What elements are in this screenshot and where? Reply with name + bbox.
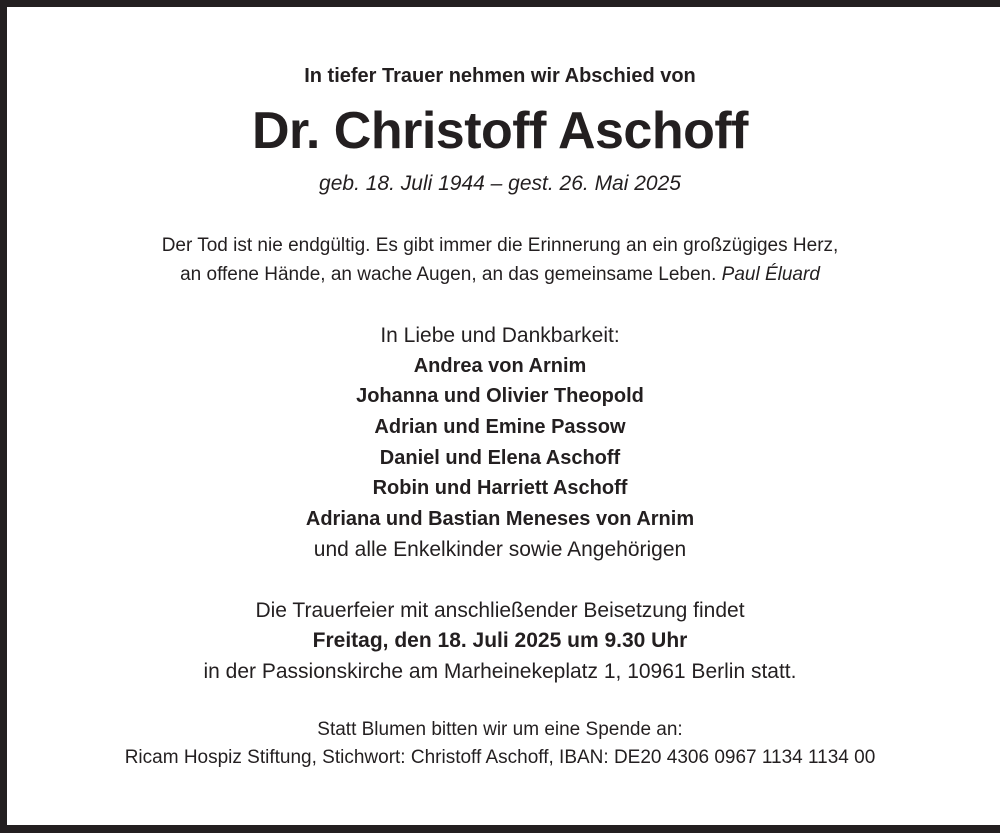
mourner-name: Andrea von Arnim — [413, 355, 587, 377]
mourners-closing: und alle Enkelkinder sowie Angehörigen — [313, 538, 687, 561]
service-datetime: Freitag, den 18. Juli 2025 um 9.30 Uhr — [312, 629, 688, 652]
quote-line-2 — [0, 260, 1000, 290]
mourner-name: Robin und Harriett Aschoff — [372, 477, 628, 499]
mourner-name: Johanna und Olivier Theopold — [356, 385, 644, 407]
service-line-1: Die Trauerfeier mit anschließender Beisetzung findet — [255, 599, 745, 622]
service-location: in der Passionskirche am Marheinekeplatz 1, 10961 Berlin statt. — [203, 660, 797, 683]
mourner-name: Adriana und Bastian Meneses von Arnim — [305, 508, 695, 530]
mourner-name: Adrian und Emine Passow — [374, 416, 626, 438]
quote-text: an offene Hände, an wache Augen, an das gemeinsame Leben. — [180, 264, 717, 285]
deceased-name: Dr. Christoff Aschoff — [251, 102, 749, 160]
quote-author: Paul Éluard — [721, 264, 820, 285]
intro-line: In tiefer Trauer nehmen wir Abschied von — [304, 65, 696, 87]
mourners-heading: In Liebe und Dankbarkeit: — [380, 324, 620, 347]
life-dates: geb. 18. Juli 1944 – gest. 26. Mai 2025 — [319, 172, 681, 195]
mourner-name: Daniel und Elena Aschoff — [379, 447, 621, 469]
donation-line-1: Statt Blumen bitten wir um eine Spende an: — [317, 719, 683, 740]
donation-line-2: Ricam Hospiz Stiftung, Stichwort: Christoff Aschoff, IBAN: DE20 4306 0967 1134 1134 00 — [124, 747, 876, 768]
quote-line-1: Der Tod ist nie endgültig. Es gibt immer die Erinnerung an ein großzügiges Herz, — [161, 235, 839, 256]
